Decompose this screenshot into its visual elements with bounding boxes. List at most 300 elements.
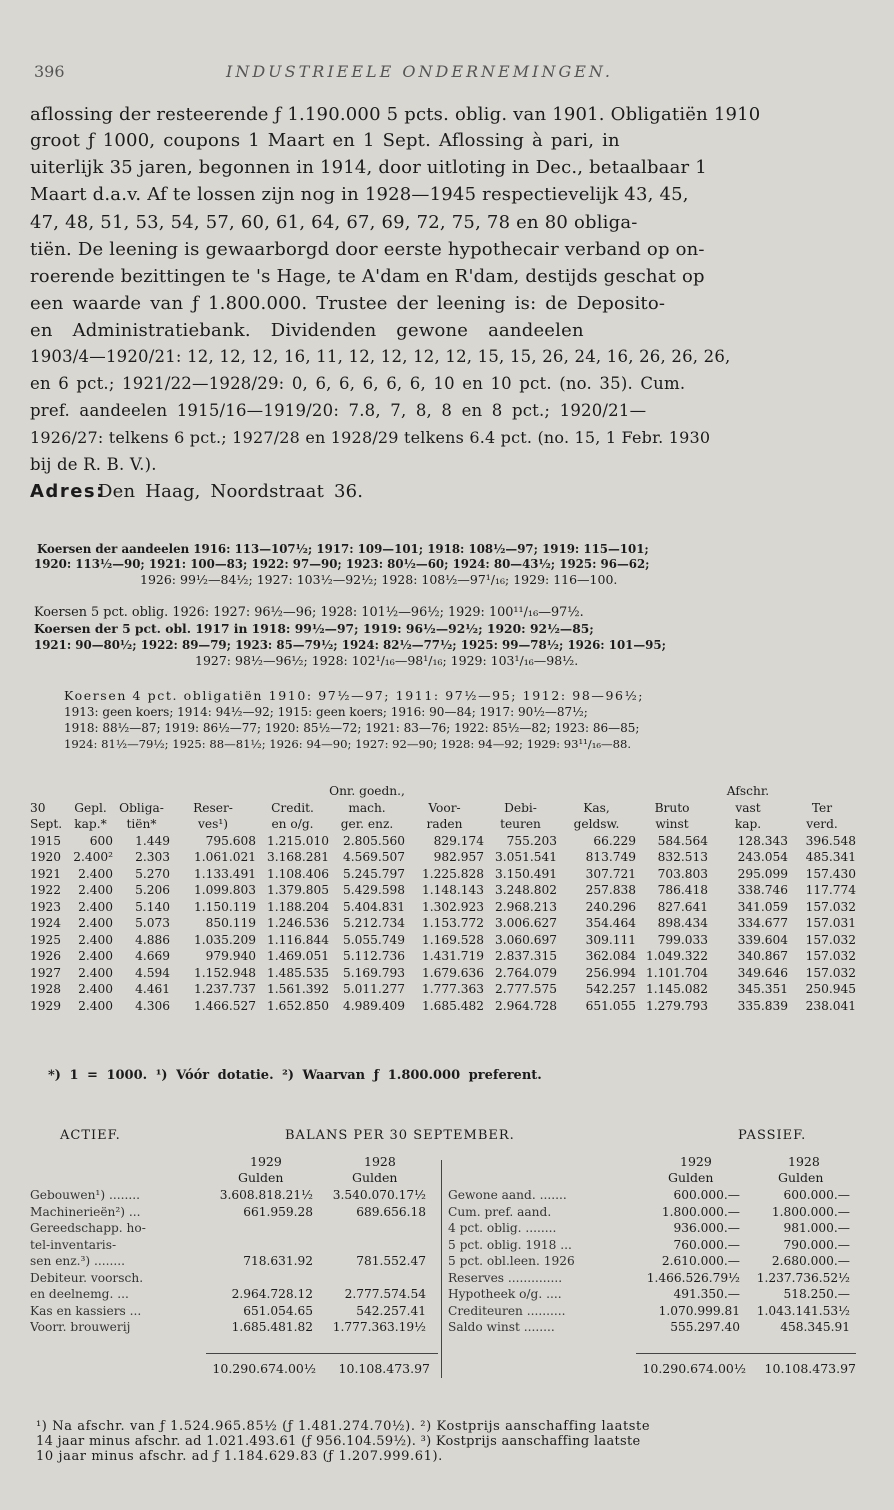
table-cell bbox=[636, 783, 708, 800]
balance-value: 718.631.92 bbox=[243, 1254, 313, 1268]
total-rule bbox=[636, 1353, 856, 1354]
table-cell: 2.400 bbox=[78, 998, 113, 1013]
balance-row bbox=[448, 1303, 856, 1320]
table-cell: ves¹) bbox=[198, 817, 228, 831]
table-cell: 1.685.482 bbox=[421, 998, 484, 1013]
passief-rows bbox=[448, 1187, 856, 1336]
table-cell: 4.989.409 bbox=[342, 998, 405, 1013]
table-cell: 584.564 bbox=[657, 833, 708, 848]
total-value: 10.290.674.00½ bbox=[642, 1361, 746, 1376]
balance-title: BALANS PER 30 SEPTEMBER. bbox=[285, 1128, 515, 1143]
balance-value: 1.070.999.81 bbox=[658, 1303, 740, 1318]
table-cell: 5.055.749 bbox=[342, 932, 405, 947]
paragraph-line: groot ƒ 1000, coupons 1 Maart en 1 Sept. Aflossing à pari, in bbox=[30, 130, 620, 151]
table-cell: 3.006.627 bbox=[494, 916, 557, 930]
table-row bbox=[30, 932, 856, 949]
stats-table bbox=[30, 783, 856, 1014]
table-cell: 485.341 bbox=[805, 850, 856, 864]
balance-value: 689.656.18 bbox=[356, 1204, 426, 1219]
table-cell: 2.964.728 bbox=[494, 998, 557, 1013]
table-cell: 66.229 bbox=[593, 833, 636, 848]
table-cell: 813.749 bbox=[585, 850, 636, 864]
quote-line: 1926: 99½—84½; 1927: 103½—92½; 1928: 108½—97¹/₁₆; 1929: 116—100. bbox=[140, 572, 618, 587]
quote-line: 1913: geen koers; 1914: 94½—92; 1915: geen koers; 1916: 90—84; 1917: 90½—87½; bbox=[64, 705, 588, 719]
table-cell: 157.032 bbox=[805, 899, 856, 914]
year-label: 1929 bbox=[250, 1154, 282, 1169]
balance-value: 1.466.526.79½ bbox=[646, 1270, 740, 1285]
table-cell bbox=[557, 783, 636, 800]
table-cell: 4.461 bbox=[135, 982, 170, 996]
table-cell: en o/g. bbox=[271, 817, 314, 831]
balance-row bbox=[30, 1319, 432, 1336]
table-cell: 2.400 bbox=[78, 899, 113, 914]
paragraph-line: pref. aandeelen 1915/16—1919/20: 7.8, 7, 8, 8 en 8 pct.; 1920/21— bbox=[30, 401, 647, 420]
table-cell: 340.867 bbox=[737, 949, 788, 963]
table-header-row bbox=[30, 800, 856, 817]
table-cell: Debi- bbox=[504, 800, 537, 815]
balance-value: 936.000.— bbox=[673, 1221, 740, 1235]
table-cell: 243.054 bbox=[737, 850, 788, 864]
table-cell bbox=[788, 783, 856, 800]
table-row bbox=[30, 981, 856, 998]
balance-value: 1.043.141.53½ bbox=[756, 1303, 850, 1318]
balance-label: Kas en kassiers ... bbox=[30, 1303, 142, 1318]
balance-row bbox=[448, 1204, 856, 1221]
table-cell: 1.150.119 bbox=[193, 899, 256, 914]
table-cell: 1.237.737 bbox=[193, 982, 256, 996]
table-cell: 1.246.536 bbox=[266, 916, 329, 930]
balance-value: 790.000.— bbox=[783, 1237, 850, 1252]
table-cell: 1.061.021 bbox=[193, 850, 256, 864]
table-cell: 2.400 bbox=[78, 916, 113, 930]
balance-label: Cum. pref. aand. bbox=[448, 1204, 552, 1219]
quote-line: 1921: 90—80½; 1922: 89—79; 1923: 85—79½; 1924: 82½—77½; 1925: 99—78½; 1926: 101—95; bbox=[34, 638, 666, 652]
table-cell: 2.400 bbox=[78, 883, 113, 897]
table-cell: 238.041 bbox=[805, 998, 856, 1013]
paragraph-line: tiën. De leening is gewaarborgd door eerste hypothecair verband op on- bbox=[30, 239, 705, 260]
balance-value: 1.777.363.19½ bbox=[332, 1320, 426, 1334]
table-cell: 335.839 bbox=[737, 998, 788, 1013]
balance-row bbox=[448, 1286, 856, 1303]
balance-label: Gewone aand. ....... bbox=[448, 1188, 567, 1202]
paragraph-line: roerende bezittingen te 's Hage, te A'dam en R'dam, destijds geschat op bbox=[30, 266, 705, 287]
table-cell: 1.777.363 bbox=[421, 982, 484, 996]
balance-value: 518.250.— bbox=[783, 1287, 850, 1301]
table-row bbox=[30, 899, 856, 916]
balance-value: 1.800.000.— bbox=[661, 1204, 740, 1219]
table-cell: 2.837.315 bbox=[494, 949, 557, 963]
table-row bbox=[30, 915, 856, 932]
table-cell: 2.764.079 bbox=[494, 965, 557, 980]
table-cell: 1.152.948 bbox=[193, 965, 256, 980]
table-cell: 354.464 bbox=[585, 916, 636, 930]
table-cell: 257.838 bbox=[585, 883, 636, 897]
paragraph-line: een waarde van ƒ 1.800.000. Trustee der leening is: de Deposito- bbox=[30, 293, 666, 314]
table-cell: Reser- bbox=[193, 800, 233, 815]
total-value: 10.108.473.97 bbox=[338, 1361, 430, 1376]
table-cell: 157.032 bbox=[805, 965, 856, 980]
table-cell: 3.051.541 bbox=[494, 850, 557, 864]
table-cell: winst bbox=[655, 817, 689, 831]
table-cell: ger. enz. bbox=[340, 817, 394, 831]
table-cell: 2.968.213 bbox=[494, 899, 557, 914]
table-row bbox=[30, 965, 856, 982]
table-cell: 128.343 bbox=[737, 833, 788, 848]
table-cell: 1921 bbox=[30, 866, 62, 881]
balance-row bbox=[448, 1270, 856, 1287]
table-cell: 755.203 bbox=[506, 833, 557, 848]
quote-line: 1918: 88½—87; 1919: 86½—77; 1920: 85½—72; 1921: 83—76; 1922: 85½—82; 1923: 86—85; bbox=[64, 721, 640, 735]
paragraph-line: 47, 48, 51, 53, 54, 57, 60, 61, 64, 67, 69, 72, 75, 78 en 80 obliga- bbox=[30, 212, 638, 233]
table-cell: Bruto bbox=[654, 800, 690, 815]
table-cell: 799.033 bbox=[657, 932, 708, 947]
table-cell bbox=[405, 783, 484, 800]
total-value: 10.290.674.00½ bbox=[212, 1361, 316, 1376]
table-cell: 1.652.850 bbox=[266, 998, 329, 1013]
table-cell: 157.430 bbox=[805, 866, 856, 881]
currency-label: Gulden bbox=[668, 1170, 714, 1185]
table-cell: 600 bbox=[89, 833, 113, 848]
table-cell: 1.049.322 bbox=[645, 949, 708, 963]
balance-label: Hypotheek o/g. .... bbox=[448, 1287, 562, 1301]
balance-row bbox=[448, 1319, 856, 1336]
balance-value: 555.297.40 bbox=[670, 1320, 740, 1334]
balance-label: 5 pct. oblig. 1918 ... bbox=[448, 1237, 572, 1252]
table-row bbox=[30, 866, 856, 883]
table-row bbox=[30, 833, 856, 850]
table-cell: 898.434 bbox=[657, 916, 708, 930]
table-cell: raden bbox=[426, 817, 463, 831]
table-cell: Onr. goedn., bbox=[329, 784, 405, 798]
table-cell: 1.302.923 bbox=[421, 899, 484, 914]
table-cell: 1.431.719 bbox=[421, 949, 484, 963]
table-cell: 4.886 bbox=[135, 932, 170, 947]
table-cell: 30 bbox=[30, 800, 46, 815]
balance-value: 1.685.481.82 bbox=[231, 1320, 313, 1334]
balance-value: 458.345.91 bbox=[780, 1320, 850, 1334]
table-cell: 1.099.803 bbox=[193, 883, 256, 897]
quote-line: Koersen 5 pct. oblig. 1926: 1927: 96½—96; 1928: 101½—96½; 1929: 100¹¹/₁₆—97½. bbox=[34, 605, 584, 620]
table-header-row bbox=[30, 783, 856, 800]
table-cell: 1.145.082 bbox=[645, 982, 708, 996]
table-cell: 362.084 bbox=[585, 949, 636, 963]
table-cell: 5.140 bbox=[135, 899, 170, 914]
stats-footnote: *) 1 = 1000. ¹) Vóór dotatie. ²) Waarvan ƒ 1.800.000 preferent. bbox=[48, 1068, 542, 1083]
table-cell: 979.940 bbox=[205, 949, 256, 963]
quote-line: 1920: 113½—90; 1921: 100—83; 1922: 97—90; 1923: 80½—60; 1924: 80—43½; 1925: 96—62; bbox=[34, 557, 650, 571]
balance-value: 2.610.000.— bbox=[661, 1254, 740, 1268]
table-cell: 1.153.772 bbox=[421, 916, 484, 930]
table-cell: 1927 bbox=[30, 965, 62, 980]
passief-label: PASSIEF. bbox=[738, 1128, 807, 1143]
currency-label: Gulden bbox=[352, 1170, 398, 1185]
footnote-line: 14 jaar minus afschr. ad 1.021.493.61 (ƒ 956.104.59½). ³) Kostprijs aanschaffing laatste bbox=[36, 1434, 641, 1449]
balance-row bbox=[30, 1220, 432, 1237]
table-cell: Kas, bbox=[583, 800, 610, 815]
table-cell: 295.099 bbox=[737, 866, 788, 881]
balance-label: Machinerieën²) ... bbox=[30, 1204, 141, 1219]
table-cell: 4.306 bbox=[135, 998, 170, 1013]
table-cell: 3.060.697 bbox=[494, 932, 557, 947]
balance-value: 661.959.28 bbox=[243, 1204, 313, 1219]
table-row bbox=[30, 882, 856, 899]
table-cell: 1.485.535 bbox=[266, 965, 329, 980]
total-value: 10.108.473.97 bbox=[764, 1361, 856, 1376]
table-cell: 1.215.010 bbox=[266, 833, 329, 848]
table-cell: kap.* bbox=[74, 817, 107, 831]
table-cell: 5.112.736 bbox=[342, 949, 405, 963]
table-cell: 829.174 bbox=[433, 833, 484, 848]
table-cell: 1.679.636 bbox=[421, 965, 484, 980]
table-cell: 832.513 bbox=[657, 850, 708, 864]
table-cell: 1.379.805 bbox=[266, 883, 329, 897]
table-cell: 2.400² bbox=[73, 850, 113, 864]
table-cell: 157.032 bbox=[805, 932, 856, 947]
table-cell: 5.245.797 bbox=[342, 866, 405, 881]
address-text: Den Haag, Noordstraat 36. bbox=[98, 481, 364, 502]
balance-value: 600.000.— bbox=[673, 1188, 740, 1202]
table-cell: 786.418 bbox=[657, 883, 708, 897]
balance-row bbox=[448, 1220, 856, 1237]
table-cell: 2.805.560 bbox=[342, 833, 405, 848]
balance-row bbox=[30, 1253, 432, 1270]
balance-value: 491.350.— bbox=[673, 1287, 740, 1301]
table-cell: 2.400 bbox=[78, 982, 113, 996]
table-row bbox=[30, 998, 856, 1015]
table-cell: vast bbox=[735, 800, 761, 815]
paragraph-line: bij de R. B. V.). bbox=[30, 455, 157, 474]
table-cell: 240.296 bbox=[585, 899, 636, 914]
table-cell: teuren bbox=[500, 817, 541, 831]
balance-value: 2.680.000.— bbox=[771, 1254, 850, 1268]
actief-rows bbox=[30, 1187, 432, 1336]
table-cell: 5.169.793 bbox=[342, 965, 405, 980]
table-cell bbox=[68, 783, 113, 800]
table-cell: 1.225.828 bbox=[421, 866, 484, 881]
table-cell: 1.466.527 bbox=[193, 998, 256, 1013]
balance-row bbox=[30, 1286, 432, 1303]
table-cell bbox=[170, 783, 256, 800]
table-cell: 2.400 bbox=[78, 965, 113, 980]
balance-label: 4 pct. oblig. ........ bbox=[448, 1221, 557, 1235]
table-cell: 982.957 bbox=[433, 850, 484, 864]
balance-label: tel-inventaris- bbox=[30, 1237, 117, 1252]
actief-label: ACTIEF. bbox=[60, 1128, 121, 1143]
paragraph-line: en 6 pct.; 1921/22—1928/29: 0, 6, 6, 6, 6, 6, 10 en 10 pct. (no. 35). Cum. bbox=[30, 374, 686, 393]
quote-line: Koersen der aandeelen 1916: 113—107½; 1917: 109—101; 1918: 108½—97; 1919: 115—101; bbox=[37, 542, 649, 556]
footnote-line: ¹) Na afschr. van ƒ 1.524.965.85½ (ƒ 1.481.274.70½). ²) Kostprijs aanschaffing laatste bbox=[36, 1419, 651, 1434]
currency-label: Gulden bbox=[778, 1170, 824, 1185]
table-cell: 1.169.528 bbox=[421, 932, 484, 947]
table-cell: 1.108.406 bbox=[266, 866, 329, 881]
table-cell: 1.561.392 bbox=[266, 982, 329, 996]
table-cell: 5.404.831 bbox=[342, 899, 405, 914]
balance-label: en deelnemg. ... bbox=[30, 1287, 129, 1301]
balance-label: sen enz.³) ........ bbox=[30, 1254, 126, 1268]
table-cell: 2.303 bbox=[135, 850, 170, 864]
table-header-row bbox=[30, 816, 856, 833]
table-cell: 850.119 bbox=[205, 916, 256, 930]
table-cell: 827.641 bbox=[657, 899, 708, 914]
table-cell: 157.031 bbox=[805, 916, 856, 930]
balance-label: 5 pct. obl.leen. 1926 bbox=[448, 1254, 575, 1268]
table-cell: 1.101.704 bbox=[645, 965, 708, 980]
balance-label: Saldo winst ........ bbox=[448, 1320, 555, 1334]
balance-label: Reserves .............. bbox=[448, 1270, 563, 1285]
table-cell: 4.594 bbox=[135, 965, 170, 980]
table-cell: 2.777.575 bbox=[494, 982, 557, 996]
table-cell: 307.721 bbox=[585, 866, 636, 881]
table-cell: 5.011.277 bbox=[342, 982, 405, 996]
balance-label: Debiteur. voorsch. bbox=[30, 1270, 144, 1285]
balance-value: 781.552.47 bbox=[356, 1254, 426, 1268]
table-cell: 1.148.143 bbox=[421, 883, 484, 897]
paragraph-line: aflossing der resteerende ƒ 1.190.000 5 pcts. oblig. van 1901. Obligatiën 1910 bbox=[30, 104, 761, 125]
footnote-line: 10 jaar minus afschr. ad ƒ 1.184.629.83 (ƒ 1.207.999.61). bbox=[36, 1449, 443, 1464]
table-cell: Gepl. bbox=[74, 800, 107, 815]
table-cell: 3.248.802 bbox=[494, 883, 557, 897]
table-cell: 117.774 bbox=[805, 883, 856, 897]
table-cell: 1.133.491 bbox=[193, 866, 256, 881]
table-cell: 4.569.507 bbox=[342, 850, 405, 864]
table-cell: 5.212.734 bbox=[342, 916, 405, 930]
balance-value: 3.540.070.17½ bbox=[332, 1188, 426, 1202]
table-cell: 4.669 bbox=[135, 949, 170, 963]
table-cell: 1928 bbox=[30, 982, 62, 996]
balance-label: Voorr. brouwerij bbox=[30, 1320, 131, 1334]
balance-row bbox=[30, 1187, 432, 1204]
table-cell: 349.646 bbox=[737, 965, 788, 980]
year-label: 1929 bbox=[680, 1154, 712, 1169]
balance-value: 2.964.728.12 bbox=[231, 1287, 313, 1301]
paragraph-line: Maart d.a.v. Af te lossen zijn nog in 1928—1945 respectievelijk 43, 45, bbox=[30, 184, 689, 205]
balance-value: 651.054.65 bbox=[243, 1303, 313, 1318]
table-cell: Credit. bbox=[271, 800, 314, 815]
table-cell: 1925 bbox=[30, 932, 62, 947]
table-cell: 2.400 bbox=[78, 932, 113, 947]
table-cell: 345.351 bbox=[737, 982, 788, 996]
balance-row bbox=[448, 1237, 856, 1254]
year-label: 1928 bbox=[788, 1154, 820, 1169]
table-cell: 339.604 bbox=[737, 932, 788, 947]
table-cell: 341.059 bbox=[737, 899, 788, 914]
table-cell: 1.035.209 bbox=[193, 932, 256, 947]
table-cell: 1.279.793 bbox=[645, 998, 708, 1013]
table-cell bbox=[256, 783, 329, 800]
table-cell: 5.270 bbox=[135, 866, 170, 881]
balance-value: 1.800.000.— bbox=[771, 1204, 850, 1219]
table-cell: 1922 bbox=[30, 883, 62, 897]
quote-line: 1924: 81½—79½; 1925: 88—81½; 1926: 94—90; 1927: 92—90; 1928: 94—92; 1929: 93¹¹/₁₆—88. bbox=[64, 737, 632, 751]
paragraph-line: uiterlijk 35 jaren, begonnen in 1914, door uitloting in Dec., betaalbaar 1 bbox=[30, 157, 707, 178]
balance-row bbox=[448, 1187, 856, 1204]
balance-row bbox=[448, 1253, 856, 1270]
table-cell bbox=[484, 783, 557, 800]
year-label: 1928 bbox=[364, 1154, 396, 1169]
table-cell: mach. bbox=[348, 800, 386, 815]
table-cell bbox=[113, 783, 170, 800]
quote-line: Koersen 4 pct. obligatiën 1910: 97½—97; 1911: 97½—95; 1912: 98—96½; bbox=[64, 688, 645, 703]
table-cell: kap. bbox=[734, 817, 762, 831]
table-cell: 542.257 bbox=[585, 982, 636, 996]
table-cell: 651.055 bbox=[585, 998, 636, 1013]
balance-value: 542.257.41 bbox=[356, 1303, 426, 1318]
table-cell: Voor- bbox=[428, 800, 461, 815]
column-divider bbox=[441, 1160, 442, 1378]
balance-label: Gereedschapp. ho- bbox=[30, 1221, 146, 1235]
table-cell: 3.168.281 bbox=[266, 850, 329, 864]
table-row bbox=[30, 849, 856, 866]
quote-line: Koersen der 5 pct. obl. 1917 in 1918: 99½—97; 1919: 96½—92½; 1920: 92½—85; bbox=[34, 621, 594, 636]
table-cell: 5.429.598 bbox=[342, 883, 405, 897]
table-cell bbox=[30, 783, 68, 800]
balance-row bbox=[30, 1270, 432, 1287]
balance-row bbox=[30, 1204, 432, 1221]
balance-row bbox=[30, 1237, 432, 1254]
paragraph-line: 1903/4—1920/21: 12, 12, 12, 16, 11, 12, 12, 12, 12, 15, 15, 26, 24, 16, 26, 26, 26, bbox=[30, 347, 731, 366]
table-cell: 5.206 bbox=[135, 883, 170, 897]
table-cell: 250.945 bbox=[805, 982, 856, 996]
table-cell: 2.400 bbox=[78, 866, 113, 881]
balance-value: 3.608.818.21½ bbox=[219, 1188, 313, 1202]
address-label: Adres: bbox=[30, 481, 105, 502]
table-cell: 1.469.051 bbox=[266, 949, 329, 963]
balance-value: 981.000.— bbox=[783, 1221, 850, 1235]
running-title: INDUSTRIEELE ONDERNEMINGEN. bbox=[226, 62, 613, 81]
table-row bbox=[30, 948, 856, 965]
table-cell: 1.188.204 bbox=[266, 899, 329, 914]
table-cell: 3.150.491 bbox=[494, 866, 557, 881]
table-cell: 1923 bbox=[30, 899, 62, 914]
balance-label: Crediteuren .......... bbox=[448, 1303, 566, 1318]
table-cell: Sept. bbox=[30, 817, 63, 831]
table-cell: 157.032 bbox=[805, 949, 856, 963]
table-cell: Ter bbox=[811, 800, 833, 815]
paragraph-line: en Administratiebank. Dividenden gewone aandeelen bbox=[30, 320, 584, 341]
balance-value: 760.000.— bbox=[673, 1237, 740, 1252]
table-cell: 5.073 bbox=[135, 916, 170, 930]
table-cell: geldsw. bbox=[573, 817, 620, 831]
table-cell: 703.803 bbox=[657, 866, 708, 881]
table-cell: 1929 bbox=[30, 998, 62, 1013]
table-cell: tiën* bbox=[126, 817, 157, 831]
table-cell: 1.449 bbox=[135, 833, 170, 848]
table-cell: 1926 bbox=[30, 949, 62, 963]
currency-label: Gulden bbox=[238, 1170, 284, 1185]
table-cell: Afschr. bbox=[726, 784, 770, 798]
balance-label: Gebouwen¹) ........ bbox=[30, 1188, 140, 1202]
paragraph-line: 1926/27: telkens 6 pct.; 1927/28 en 1928/29 telkens 6.4 pct. (no. 15, 1 Febr. 1930 bbox=[30, 428, 711, 447]
table-cell: 1924 bbox=[30, 916, 62, 930]
table-cell: Obliga- bbox=[119, 800, 164, 815]
balance-row bbox=[30, 1303, 432, 1320]
balance-value: 1.237.736.52½ bbox=[756, 1270, 850, 1285]
table-cell: 795.608 bbox=[205, 833, 256, 848]
table-cell: 1.116.844 bbox=[266, 932, 329, 947]
balance-value: 600.000.— bbox=[783, 1188, 850, 1202]
quote-line: 1927: 98½—96½; 1928: 102¹/₁₆—98¹/₁₆; 1929: 103¹/₁₆—98½. bbox=[195, 653, 579, 668]
table-cell: 2.400 bbox=[78, 949, 113, 963]
balance-value: 2.777.574.54 bbox=[344, 1287, 426, 1301]
total-rule bbox=[206, 1353, 438, 1354]
page-number: 396 bbox=[34, 62, 65, 81]
table-cell: 338.746 bbox=[737, 883, 788, 897]
table-cell: 396.548 bbox=[805, 833, 856, 848]
table-cell: verd. bbox=[806, 817, 838, 831]
table-cell: 1915 bbox=[30, 833, 62, 848]
table-cell: 334.677 bbox=[737, 916, 788, 930]
table-cell: 309.111 bbox=[585, 932, 636, 947]
